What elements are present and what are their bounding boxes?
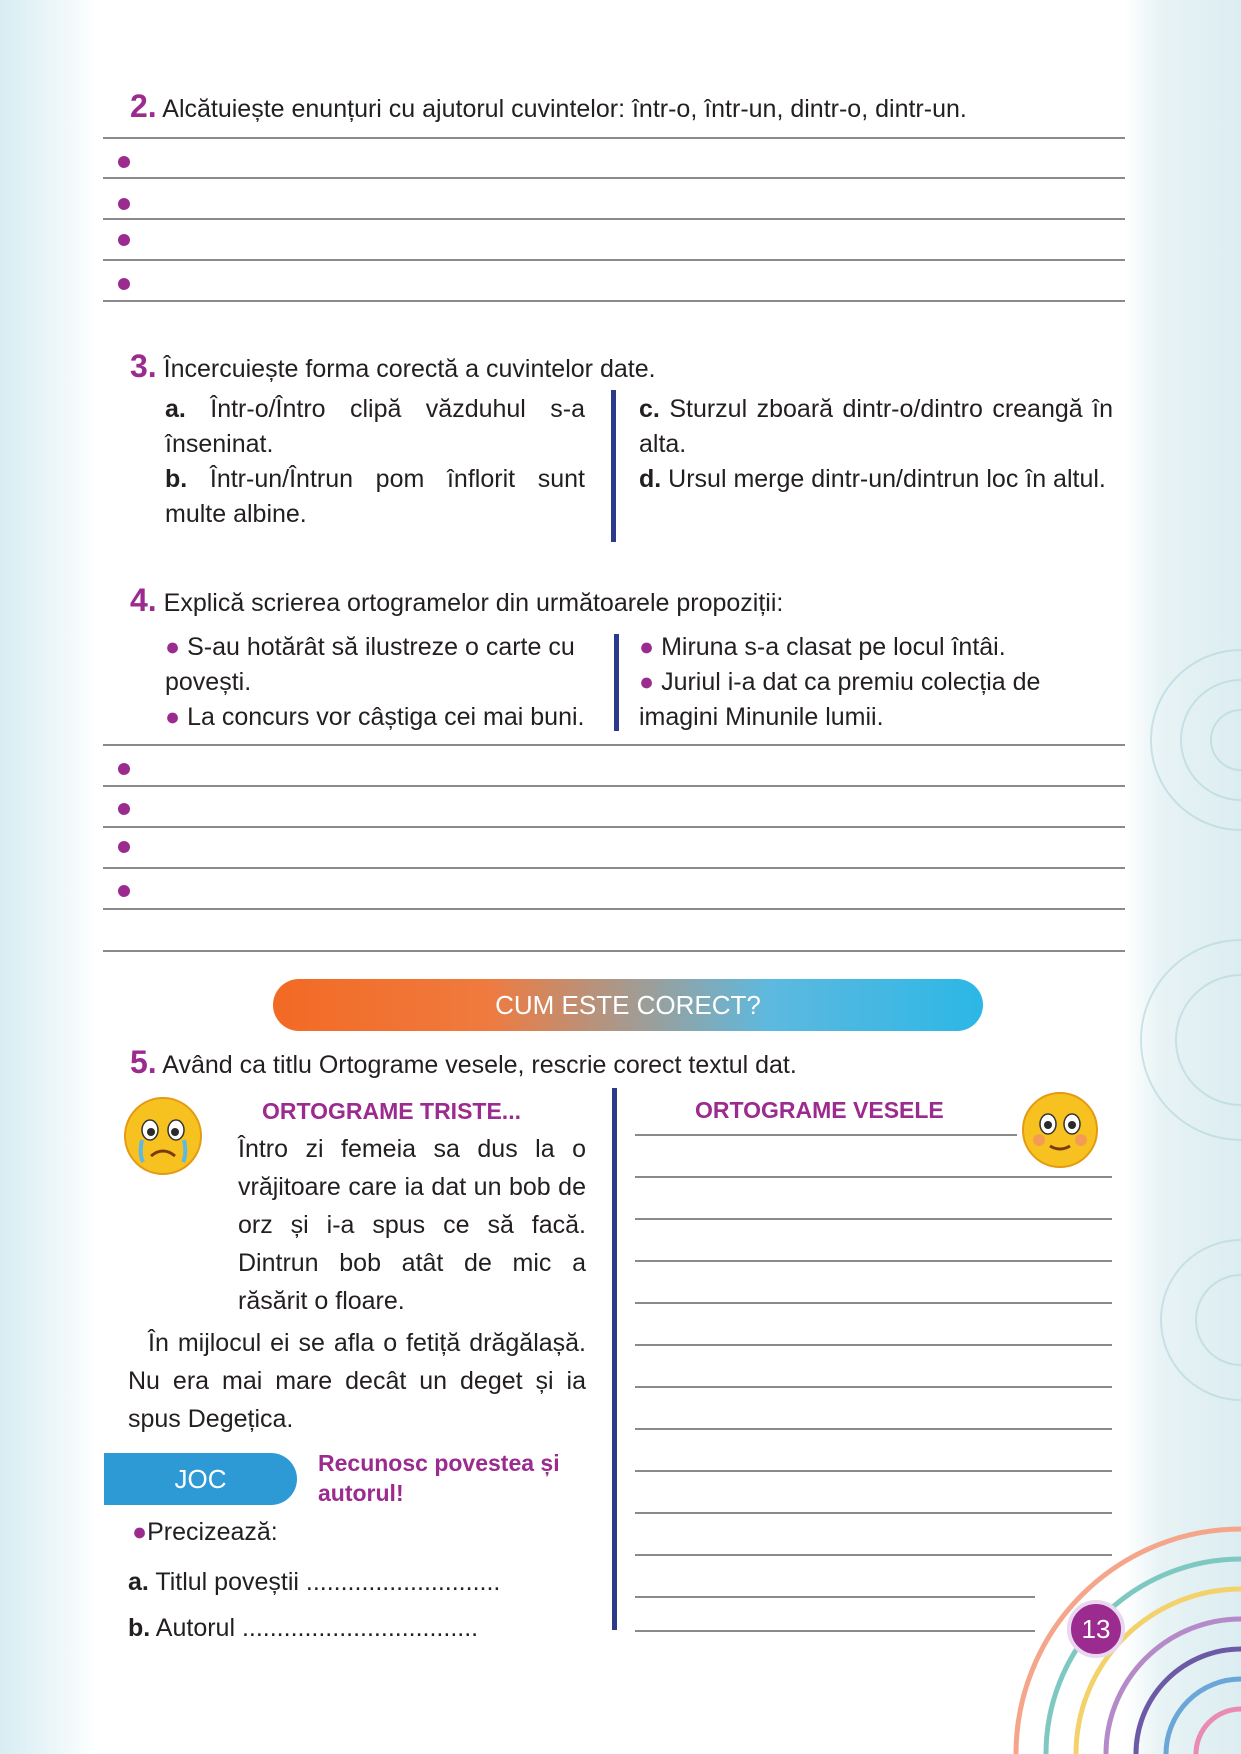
story-paragraph-1: Întro zi femeia sa dus la o vrăjitoare care ia dat un bob de orz și i-a spus ce să facă. Dintrun bob atât de mic a răsărit o floare. <box>238 1135 586 1315</box>
writing-line <box>103 744 1125 746</box>
sad-orthograms-title: ORTOGRAME TRISTE... <box>262 1098 521 1124</box>
writing-line <box>103 785 1125 787</box>
exercise-4-sentence: ● Juriul i-a dat ca premiu colecția de imagini Minunile lumii. <box>639 668 1041 731</box>
exercise-4-number: 4. <box>130 582 157 618</box>
exercise-3-item-a: a. Într-o/Întro clipă văzduhul s-a înseninat. <box>165 395 585 458</box>
exercise-3-item-b: b. Într-un/Întrun pom înflorit sunt multe albine. <box>165 465 585 528</box>
exercise-4-left-column <box>165 630 595 735</box>
happy-face-icon <box>1019 1088 1101 1170</box>
exercise-5-text: Având ca titlu Ortograme vesele, rescrie corect textul dat. <box>162 1051 797 1079</box>
writing-line <box>103 218 1125 220</box>
exercise-5-number: 5. <box>130 1044 157 1080</box>
exercise-4-sentence: ● S-au hotărât să ilustreze o carte cu povești. <box>165 633 575 696</box>
bullet-icon <box>118 278 130 290</box>
page-number: 13 <box>1067 1600 1125 1658</box>
writing-line <box>635 1260 1112 1262</box>
writing-line <box>635 1302 1112 1304</box>
exercise-3-number: 3. <box>130 348 157 384</box>
story-paragraph-2: În mijlocul ei se afla o fetiță drăgălașă. Nu era mai mare decât un deget și ia spus Degețica. <box>128 1329 586 1433</box>
exercise-3-text: Încercuiește forma corectă a cuvintelor date. <box>163 355 656 383</box>
bullet-icon <box>118 841 130 853</box>
writing-line <box>635 1512 1112 1514</box>
writing-line <box>103 826 1125 828</box>
writing-line <box>103 137 1125 139</box>
writing-line <box>103 908 1125 910</box>
happy-orthograms-title: ORTOGRAME VESELE <box>695 1097 944 1123</box>
writing-line <box>103 867 1125 869</box>
exercise-3-left-column <box>165 392 585 532</box>
writing-line <box>635 1630 1035 1632</box>
bullet-icon <box>118 198 130 210</box>
writing-line <box>635 1596 1035 1598</box>
exercise-4-text: Explică scrierea ortogramelor din următoarele propoziții: <box>163 589 784 617</box>
joc-item-b: b. Autorul .................................. <box>128 1614 479 1642</box>
joc-instruction: ●Precizează: <box>132 1518 278 1546</box>
bullet-icon <box>118 156 130 168</box>
writing-line <box>635 1554 1112 1556</box>
writing-line <box>635 1428 1112 1430</box>
exercise-3-item-d: d. Ursul merge dintr-un/dintrun loc în altul. <box>639 465 1106 493</box>
writing-line <box>103 950 1125 952</box>
exercise-2-text: Alcătuiește enunțuri cu ajutorul cuvintelor: într-o, într-un, dintr-o, dintr-un. <box>162 95 967 123</box>
exercise-2-number: 2. <box>130 88 157 124</box>
joc-label: JOC <box>104 1453 297 1505</box>
exercise-2-heading <box>130 88 967 125</box>
writing-line <box>635 1470 1112 1472</box>
column-divider <box>611 390 616 542</box>
bullet-icon <box>118 763 130 775</box>
exercise-3-item-c: c. Sturzul zboară dintr-o/dintro creangă în alta. <box>639 395 1113 458</box>
writing-line <box>103 177 1125 179</box>
column-divider <box>612 1088 617 1630</box>
exercise-5-heading <box>130 1044 797 1081</box>
column-divider <box>614 634 619 731</box>
writing-line <box>635 1134 1017 1136</box>
exercise-4-sentence: ● Miruna s-a clasat pe locul întâi. <box>639 633 1006 661</box>
exercise-4-heading <box>130 582 783 619</box>
exercise-4-right-column <box>639 630 1115 735</box>
writing-line <box>635 1176 1112 1178</box>
writing-line <box>635 1218 1112 1220</box>
exercise-3-heading <box>130 348 656 385</box>
section-banner: CUM ESTE CORECT? <box>273 979 983 1031</box>
writing-line <box>635 1344 1112 1346</box>
bullet-icon <box>118 803 130 815</box>
joc-title: Recunosc povestea și autorul! <box>318 1450 560 1506</box>
exercise-3-right-column <box>639 392 1113 497</box>
joc-item-a: a. Titlul poveștii ............................ <box>128 1568 501 1596</box>
writing-line <box>103 300 1125 302</box>
exercise-4-sentence: ● La concurs vor câștiga cei mai buni. <box>165 703 585 731</box>
writing-line <box>103 259 1125 261</box>
bullet-icon <box>118 885 130 897</box>
writing-line <box>635 1386 1112 1388</box>
bullet-icon <box>118 234 130 246</box>
mandala-decoration <box>1125 560 1241 1460</box>
left-background <box>0 0 95 1754</box>
story-text <box>128 1130 586 1438</box>
